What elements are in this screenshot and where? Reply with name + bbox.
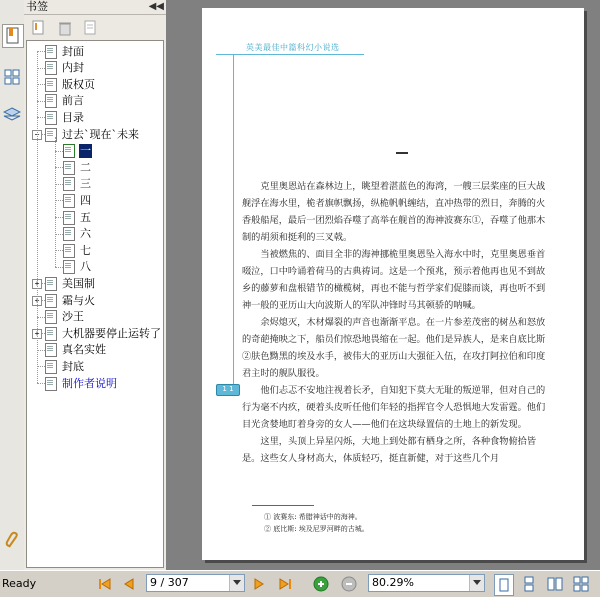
continuous-view-button[interactable] bbox=[520, 574, 538, 594]
bookmark-label: 美国制 bbox=[62, 276, 95, 290]
go-back-icon bbox=[341, 576, 357, 592]
tree-connector bbox=[37, 117, 45, 118]
zoom-field[interactable] bbox=[368, 574, 485, 592]
bookmark-subitem[interactable] bbox=[63, 226, 92, 243]
bookmark-label: 目录 bbox=[62, 110, 84, 124]
layers-tab[interactable] bbox=[2, 104, 22, 126]
bookmark-page-icon bbox=[45, 111, 57, 125]
tree-connector bbox=[37, 350, 45, 351]
bookmark-page-icon bbox=[63, 194, 75, 208]
tree-connector bbox=[37, 383, 45, 384]
bookmark-page-icon bbox=[63, 260, 75, 274]
bookmark-page-icon bbox=[63, 244, 75, 258]
tree-connector bbox=[37, 101, 45, 102]
tree-connector bbox=[55, 234, 63, 235]
bookmark-label: 前言 bbox=[62, 94, 84, 108]
bookmark-subitem[interactable] bbox=[63, 259, 92, 276]
footnote: ① 波赛东: 希腊神话中的海神。 bbox=[264, 513, 362, 521]
next-page-button[interactable] bbox=[250, 574, 268, 594]
bookmark-label: 封面 bbox=[62, 44, 84, 58]
bookmark-page-icon bbox=[45, 377, 57, 391]
bookmark-item[interactable] bbox=[45, 43, 85, 60]
bookmark-label: 六 bbox=[80, 227, 91, 241]
page-dropdown-button[interactable] bbox=[229, 575, 244, 591]
bookmark-label: 真名实姓 bbox=[62, 343, 106, 357]
bookmark-page-icon bbox=[63, 227, 75, 241]
side-tab-strip bbox=[0, 0, 25, 570]
expand-node-icon[interactable]: + bbox=[32, 329, 42, 339]
bookmarks-title: 书签 bbox=[26, 0, 48, 13]
bookmark-label: 霜与火 bbox=[62, 293, 95, 307]
continuous-facing-view-button[interactable] bbox=[572, 574, 590, 594]
chevron-down-icon bbox=[473, 580, 481, 586]
bookmark-label: 制作者说明 bbox=[62, 376, 117, 390]
pdf-page bbox=[202, 8, 584, 560]
bookmark-subitem[interactable] bbox=[63, 176, 92, 193]
bookmark-subitem[interactable] bbox=[63, 209, 92, 226]
paperclip-icon bbox=[5, 531, 19, 551]
status-bar bbox=[0, 570, 600, 597]
bookmark-label: 内封 bbox=[62, 61, 84, 75]
thumbnails-icon bbox=[4, 69, 20, 85]
layers-icon bbox=[3, 107, 21, 123]
margin-rule bbox=[233, 54, 234, 392]
tree-connector bbox=[37, 51, 45, 52]
attachments-tab[interactable] bbox=[2, 530, 22, 552]
tree-connector bbox=[55, 250, 63, 251]
bookmark-subitem[interactable] bbox=[63, 192, 92, 209]
bookmark-item[interactable] bbox=[45, 358, 85, 375]
bookmark-tree bbox=[26, 40, 164, 568]
first-page-icon bbox=[98, 577, 112, 591]
footnote: ② 底比斯: 埃及尼罗河畔的古城。 bbox=[264, 525, 369, 533]
first-page-button[interactable] bbox=[96, 574, 114, 594]
bookmark-subitem[interactable] bbox=[63, 143, 92, 160]
bookmark-label: 沙王 bbox=[62, 310, 84, 324]
bookmark-item[interactable] bbox=[45, 60, 85, 77]
bookmark-label: 二 bbox=[80, 160, 91, 174]
bookmark-page-icon bbox=[6, 27, 20, 45]
bookmark-item[interactable] bbox=[45, 109, 85, 126]
body-text bbox=[242, 178, 552, 467]
last-page-button[interactable] bbox=[276, 574, 294, 594]
new-bookmark-icon[interactable] bbox=[32, 20, 46, 36]
bookmark-page-icon bbox=[45, 277, 57, 291]
bookmark-item[interactable] bbox=[45, 292, 96, 309]
single-page-view-button[interactable] bbox=[494, 574, 514, 596]
tree-connector bbox=[37, 366, 45, 367]
tree-connector bbox=[37, 84, 45, 85]
paragraph: 这里，头顶上异星闪烁，大地上到处都有栖身之所，各种食物俯拾皆是。这些女人身材高大，体质轻巧，挺直新健，对于这些几个月 bbox=[242, 436, 537, 464]
bookmark-subitem[interactable] bbox=[63, 159, 92, 176]
paragraph: 他们忐忑不安地注视着长矛，自知犯下莫大无耻的叛逆罪，但对自己的行为毫不内疚，硬着头皮听任他们年轻的指挥官令人恐惧地大发雷霆。他们目光贪婪地盯着身旁的女人——他们在这块绿置信的土地上的新发现。 bbox=[242, 385, 546, 430]
bookmark-page-icon bbox=[63, 177, 75, 191]
page-number-field[interactable] bbox=[146, 574, 245, 592]
tree-connector bbox=[55, 200, 63, 201]
page-number-value: 9 / 307 bbox=[150, 576, 189, 589]
paragraph: 克里奥恩站在森林边上，眺望着湛蓝色的海湾，一艘三层桨座的巨大战舰浮在海水里，桅者旗帜飘扬，纵桅帆帆缠结，直冲热带的烈日，奔腾的火香般船尾，最后一团烈焰吞噬了高举在舰首的海神波赛东①，吞噬了他那木制的胡须和挺利的三叉戟。 bbox=[242, 181, 546, 243]
bookmark-item[interactable] bbox=[45, 76, 96, 93]
bookmarks-tab[interactable] bbox=[2, 24, 24, 48]
bookmark-label: 封底 bbox=[62, 359, 84, 373]
bookmark-properties-icon[interactable] bbox=[84, 20, 98, 36]
previous-page-button[interactable] bbox=[120, 574, 138, 594]
bookmark-label: 版权页 bbox=[62, 77, 95, 91]
single-page-icon bbox=[499, 578, 509, 592]
bookmark-item[interactable] bbox=[45, 126, 140, 143]
tree-connector bbox=[37, 68, 45, 69]
bookmark-label: 三 bbox=[80, 177, 91, 191]
collapse-panel-button[interactable]: ◀◀ bbox=[148, 1, 164, 12]
bookmark-item[interactable] bbox=[45, 375, 118, 392]
bookmark-page-icon bbox=[63, 211, 75, 225]
expand-node-icon[interactable]: + bbox=[32, 296, 42, 306]
bookmark-subitem[interactable] bbox=[63, 242, 92, 259]
zoom-dropdown-button[interactable] bbox=[469, 575, 484, 591]
bookmark-page-icon bbox=[45, 327, 57, 341]
bookmark-label: 八 bbox=[80, 260, 91, 274]
collapse-node-icon[interactable]: − bbox=[32, 130, 42, 140]
last-page-icon bbox=[278, 577, 292, 591]
bookmarks-header bbox=[24, 0, 166, 15]
tree-connector bbox=[37, 317, 45, 318]
bookmark-label: 过去`现在`未来 bbox=[62, 127, 139, 141]
tree-connector bbox=[55, 167, 63, 168]
facing-pages-icon bbox=[547, 577, 563, 591]
bookmarks-toolbar bbox=[24, 15, 166, 41]
paragraph: 余烬熄灭，木材爆裂的声音也渐渐平息。在一片参差茂密的树丛和怒放的奇葩掩映之下，船员们惊恐地畏缩在一起。他们是异族人，是来自底比斯②肤色黝黑的埃及水手，被伟大的亚历山大强征入伍，在攻打阿拉伯和印度君主时的舰队服役。 bbox=[242, 317, 546, 379]
facing-view-button[interactable] bbox=[546, 574, 564, 594]
bookmark-page-icon bbox=[63, 144, 75, 158]
tree-guide bbox=[55, 137, 56, 267]
section-mark bbox=[396, 152, 408, 154]
tree-connector bbox=[55, 151, 63, 152]
go-back-button[interactable] bbox=[340, 574, 358, 594]
zoom-value: 80.29% bbox=[372, 576, 414, 589]
bookmark-label: 五 bbox=[80, 210, 91, 224]
bookmark-item[interactable] bbox=[45, 275, 96, 292]
footnotes bbox=[264, 511, 369, 535]
go-forward-icon bbox=[313, 576, 329, 592]
chevron-down-icon bbox=[233, 580, 241, 586]
bookmark-label: 大机器要停止运转了 bbox=[62, 326, 161, 340]
bookmark-page-icon bbox=[45, 78, 57, 92]
bookmark-page-icon bbox=[45, 61, 57, 75]
bookmark-page-icon bbox=[45, 45, 57, 59]
bookmark-item[interactable] bbox=[45, 309, 85, 326]
bookmark-label: 一 bbox=[80, 144, 91, 158]
expand-node-icon[interactable]: + bbox=[32, 279, 42, 289]
bookmarks-panel bbox=[24, 0, 167, 570]
bookmark-label: 四 bbox=[80, 193, 91, 207]
bookmark-item[interactable] bbox=[45, 325, 162, 342]
bookmark-page-icon bbox=[63, 161, 75, 175]
continuous-page-icon bbox=[524, 576, 534, 592]
delete-bookmark-icon[interactable] bbox=[58, 20, 72, 36]
bookmark-page-icon bbox=[45, 343, 57, 357]
header-rule bbox=[216, 54, 364, 55]
tree-connector bbox=[55, 184, 63, 185]
next-page-icon bbox=[253, 577, 265, 591]
go-forward-button[interactable] bbox=[312, 574, 330, 594]
document-view[interactable] bbox=[166, 0, 600, 570]
paragraph: 当被燃焦的、面目全非的海神挪桅里奥恩坠入海水中时，克里奥恩垂首啜泣，口中吟诵着荷马的古典祷词。这是一个预兆，预示着他再也见不到故乡的藤萝和盘根错节的橄榄树，再也不能与哲学家们促膝而谈，再也听不到神一般的亚历山大向波斯人的军队冲锋时马其顿骄的呐喊。 bbox=[242, 249, 546, 311]
bookmark-page-icon bbox=[45, 360, 57, 374]
bookmark-page-icon bbox=[45, 310, 57, 324]
running-header: 英美最佳中篇科幻小说选 bbox=[246, 43, 340, 52]
bookmark-page-icon bbox=[45, 294, 57, 308]
footnote-rule bbox=[252, 505, 314, 506]
prev-page-icon bbox=[123, 577, 135, 591]
thumbnails-tab[interactable] bbox=[2, 66, 22, 88]
tree-connector bbox=[55, 267, 63, 268]
bookmark-label: 七 bbox=[80, 243, 91, 257]
status-text: Ready bbox=[2, 577, 37, 590]
bookmark-page-icon bbox=[45, 94, 57, 108]
tree-guide bbox=[37, 51, 38, 383]
page-number-tab: 1 1 bbox=[216, 384, 240, 396]
bookmark-item[interactable] bbox=[45, 342, 107, 359]
tree-connector bbox=[55, 217, 63, 218]
continuous-facing-icon bbox=[573, 576, 589, 592]
bookmark-item[interactable] bbox=[45, 93, 85, 110]
